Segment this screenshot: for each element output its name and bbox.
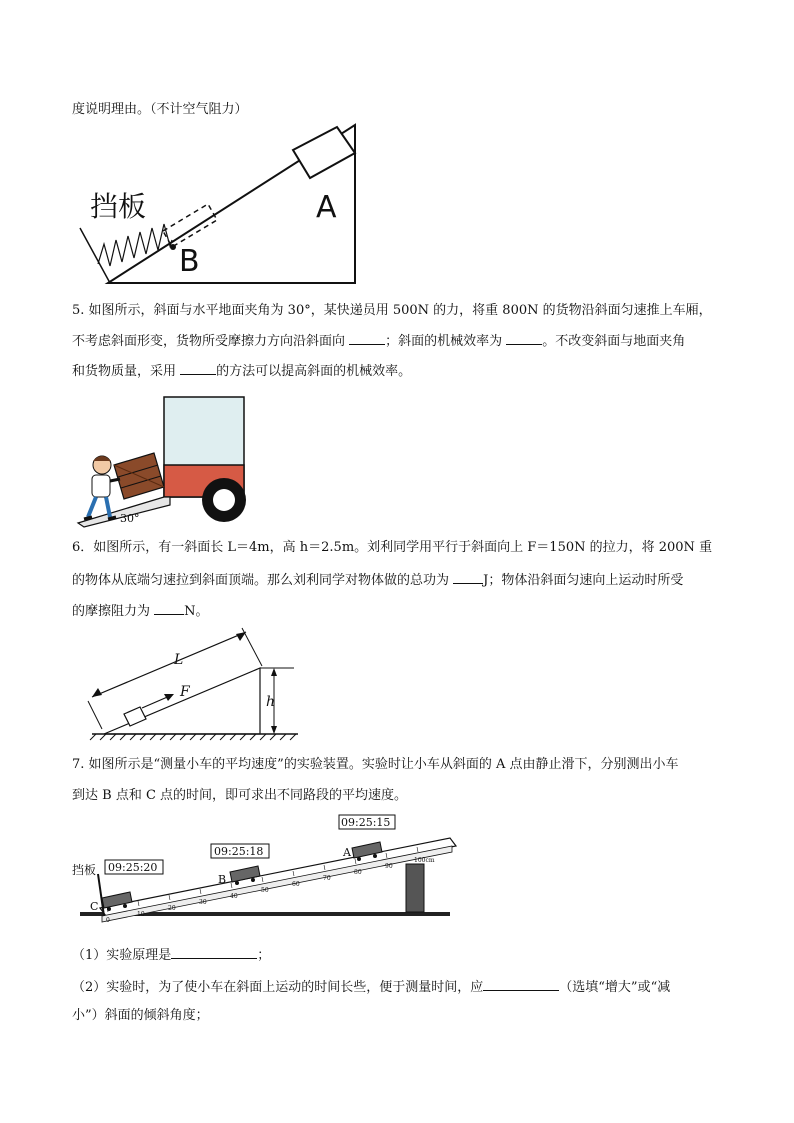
q7-line1: 7. 如图所示是“测量小车的平均速度”的实验装置。实验时让小车从斜面的 A 点由静止滑下，分别测出小车 [72, 757, 679, 772]
q7-label-baffle: 挡板 [72, 863, 97, 877]
q4-label-b: B [179, 244, 200, 279]
q6-incline [104, 668, 260, 734]
q5-blank-3[interactable] [180, 360, 216, 375]
q7-line2: 到达 B 点和 C 点的时间，即可求出不同路段的平均速度。 [72, 788, 408, 803]
q6-line2: 的物体从底端匀速拉到斜面顶端。那么刘利同学对物体做的总功为 J；物体沿斜面匀速向上运动时所受 [72, 569, 683, 591]
q7-tick-40: 40 [230, 893, 238, 900]
q4-figure [72, 120, 372, 290]
q4-label-a: A [316, 190, 337, 225]
q5-line2: 不考虑斜面形变，货物所受摩擦力方向沿斜面向 ；斜面的机械效率为 。不改变斜面与地面夹角 [72, 330, 685, 352]
q7-tick-70: 70 [323, 875, 331, 882]
q6-l-arrow [92, 632, 246, 697]
q7-sub2: （2）实验时，为了使小车在斜面上运动的时间长些，便于测量时间，应 （选填“增大”或“减 [72, 976, 670, 998]
q4-baffle [80, 228, 110, 283]
q5-angle-label: 30° [120, 512, 140, 525]
q7-label-b: B [218, 873, 227, 886]
q5-crate [114, 453, 164, 499]
q4-label-baffle: 挡板 [90, 190, 147, 223]
q4-spring [98, 224, 172, 266]
q4-block-a [293, 127, 355, 178]
q7-tick-50: 50 [261, 887, 269, 894]
q5-line1: 5. 如图所示，斜面与水平地面夹角为 30°，某快递员用 500N 的力，将重 800N 的货物沿斜面匀速推上车厢， [72, 303, 712, 318]
q7-time-c: 09:25:20 [108, 861, 158, 874]
q4-dashed-block [163, 204, 217, 247]
q7-incline-board [100, 838, 456, 916]
q6-blank-1[interactable] [453, 569, 483, 584]
q7-tick-80: 80 [354, 869, 362, 876]
q6-blank-2[interactable] [154, 600, 184, 615]
q6-label-l: L [174, 652, 184, 668]
q7-figure [72, 812, 462, 937]
q7-sub2-cont: 小”）斜面的倾斜角度； [72, 1008, 209, 1023]
q6-figure [90, 630, 300, 745]
q5-line3: 和货物质量，采用 的方法可以提高斜面的机械效率。 [72, 360, 411, 382]
q7-tick-100: 100cm [414, 857, 435, 864]
q6-line3: 的摩擦阻力为 N。 [72, 600, 209, 622]
q5-blank-2[interactable] [506, 330, 542, 345]
q7-tick-90: 90 [385, 863, 393, 870]
q4-text-tail: 度说明理由。（不计空气阻力） [72, 102, 248, 117]
q5-blank-1[interactable] [349, 330, 385, 345]
q7-tick-60: 60 [292, 881, 300, 888]
q7-tick-20: 20 [168, 905, 176, 912]
q6-line1: 6．如图所示，有一斜面长 L＝4m，高 h＝2.5m。刘利同学用平行于斜面向上 F＝150N 的拉力，将 200N 重 [72, 540, 713, 555]
q5-figure [74, 395, 249, 530]
q7-time-a: 09:25:15 [341, 816, 391, 829]
q7-sub1: （1）实验原理是 ； [72, 944, 270, 966]
q7-tick-0: 0 [106, 917, 110, 924]
q7-label-c: C [90, 900, 99, 913]
q7-tick-30: 30 [199, 899, 207, 906]
q7-label-a: A [343, 846, 351, 859]
q7-time-b: 09:25:18 [214, 845, 264, 858]
q7-blank-1[interactable] [171, 944, 257, 959]
q7-tick-10: 10 [137, 911, 145, 918]
q7-blank-2[interactable] [483, 976, 559, 991]
q6-label-h: h [266, 694, 276, 710]
q6-block [124, 707, 146, 726]
q7-support [406, 864, 424, 912]
q4-point-b [170, 244, 176, 250]
q6-label-f: F [180, 684, 190, 700]
